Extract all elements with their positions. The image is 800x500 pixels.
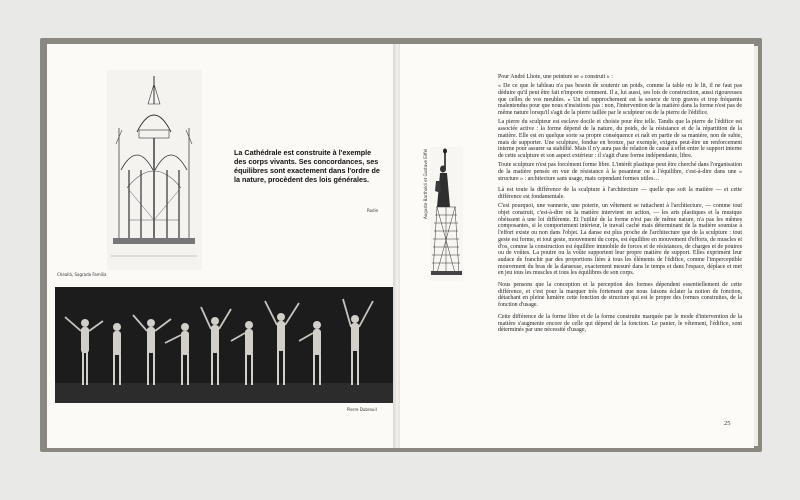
page-number: 25: [724, 420, 731, 427]
quote-credit: Rodin: [367, 208, 379, 213]
body-text: [498, 74, 742, 337]
right-page: [400, 44, 754, 448]
paragraph: Pour André Lhote, une peinture se « construit » :: [498, 74, 613, 80]
paragraph: Cette différence de la forme libre et de la forme construite marquée par le mode d'intervention de la matière s'augmente encore de celle qui dépend de la fonction. Le panier, le vêtement, l'édifice, sont déterminés par une nécessité d'usage,: [498, 313, 742, 334]
left-page: [47, 44, 393, 448]
page-edge: [754, 46, 758, 446]
cathedral-illustration: [107, 70, 202, 270]
dancers-photograph: [55, 287, 394, 403]
cathedral-quote: La Cathédrale est construite à l'exemple des corps vivants. Ses concordances, ses équilibres sont exactement dans l'ordre de la nature, procèdent des lois générales.: [234, 148, 380, 185]
paragraph: C'est pourquoi, une vannerie, une poterie, un vêtement se rattachent à l'architecture, — comme tout objet construit, c'est-à-dire où la matière intervient en action, — les arts plastiques et la musique obéissent à une loi différente. Et l'utilité de la forme n'est pas de même nature, n'a pas les mêmes composantes, si le comportement intérieur, le travail caché mais déterminant de la matière soumise à l'effort existe ou non dans l'objet. La danse est plus proche de l'architecture que de la sculpture : tout geste est forme, et tout geste, mouvement du corps, est équilibre en mouvement d'efforts, de muscles et d'os, comme la construction est équilibre immobile de forces et de résistances, de charges et de poutres ou de voûtes. La poutre ou la voûte supportent leur propre matière de support. Elles expriment leur audace de franchir par des proportions liées à tous les éléments de l'édifice, comme l'imperceptible mouvement du bras de la danseuse, exactement mesuré dans le temps et dans l'espace, déplace et met en jeu tous les muscles et tous les équilibres de son corps.: [498, 203, 742, 277]
paragraph: Là est toute la différence de la sculpture à l'architecture — quelle que soit la matière — et cette différence est fondamentale.: [498, 187, 742, 201]
paragraph: La pierre du sculpteur est esclave docile et choisie pour être telle. Tandis que la pierre de l'édifice est associée active : la forme dépend de la nature, du poids, de la résistance et de la répartition de la matière. Elle est en quelque sorte sa propre conséquence et naît en partie de sa manière, non de subie, mais de supporter. Une sculpture, fondue en bronze, par exemple, exigera peut-être un renforcement interne pour assurer sa stabilité. Mais il n'y aura pas de relation de cause à effet entre le support interne de cette sculpture et son aspect extérieur : il s'agit d'une forme indépendante, libre.: [498, 119, 742, 159]
statue-caption: Auguste Bartholdi et Gustave Eiffel: [423, 148, 428, 219]
cathedral-caption: Cheallá, Sagrada Familia: [57, 272, 107, 277]
paragraph: « De ce que le tableau n'a pas besoin de soutenir un poids, comme la table ou le lit, il ne faut pas déduire qu'il peut être fait n'importe comment. Il a, lui aussi, ses lois de construction, aussi rigoureuses que celles de vos meubles. » Un tel rapprochement est la source de trop graves et trop fréquents malentendus pour que nous n'insistions pas : non, l'intervention de la matière dans la forme n'est pas de même nature lorsqu'il s'agit de la pierre taillée par le sculpteur ou de la pierre de l'édifice.: [498, 83, 742, 117]
paragraph: Toute sculpture n'est pas forcément forme libre. L'intérêt plastique peut être cherché dans l'organisation de la matière pensée en vue de résistance à la pesanteur ou à l'équilibre, c'est-à-dire dans une « structure » : architecture sans usage, mais cependant formes utiles…: [498, 162, 742, 182]
book-gutter: [393, 44, 400, 448]
statue-of-liberty-illustration: [430, 147, 463, 281]
paragraph: Nous pensons que la conception et la perception des formes dépendent essentiellement de cette différence, et c'est pour la marquer très fortement que nous faisons éclater la notion de fonction, détachant en pleine lumière cette fonction de structure qui est le propre des formes construites, de la fonction d'usage.: [498, 282, 742, 309]
dancers-caption: Pierre Dubreuil: [347, 407, 377, 412]
